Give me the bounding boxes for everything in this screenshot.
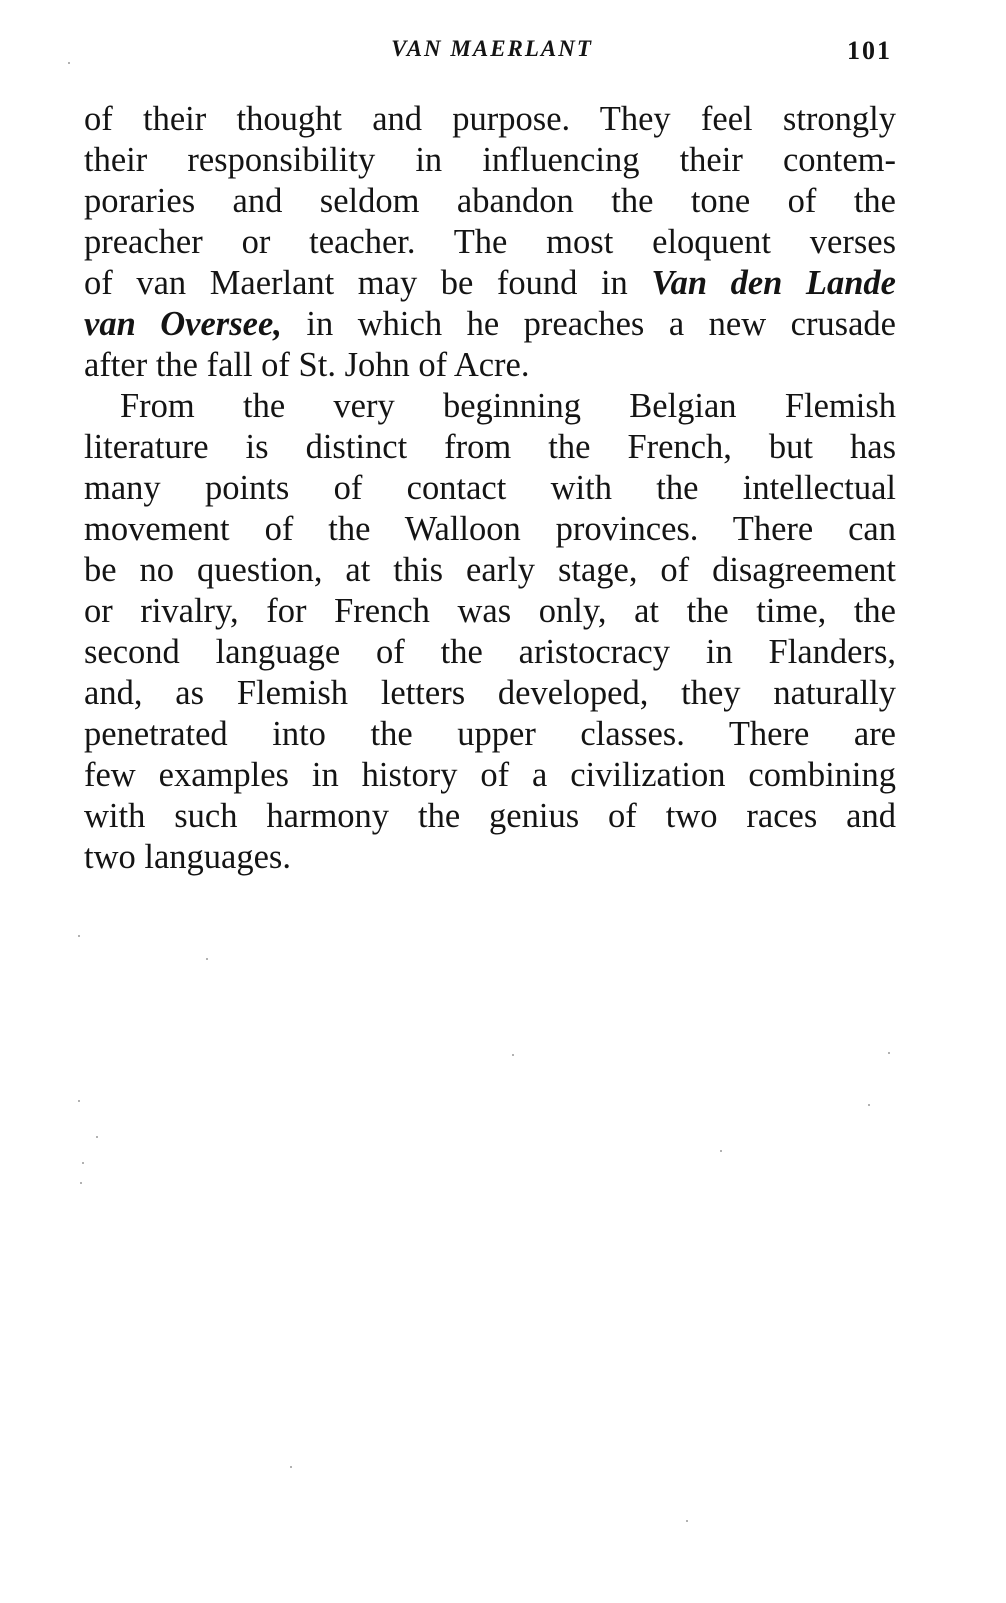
text-line: be no question, at this early stage, of disagreement: [84, 551, 896, 589]
text-line: literature is distinct from the French, but has: [84, 428, 896, 466]
text-line: poraries and seldom abandon the tone of the: [84, 182, 896, 220]
scan-speck: [96, 1136, 98, 1138]
scan-speck: [68, 62, 70, 64]
text-line: of their thought and purpose. They feel strongly: [84, 100, 896, 138]
scan-speck: [888, 1052, 890, 1054]
body-text: [84, 99, 896, 878]
running-title: VAN MAERLANT: [391, 36, 593, 61]
text-line-mixed: [84, 263, 896, 304]
scan-speck: [720, 1150, 722, 1152]
scan-speck: [78, 1100, 80, 1102]
text-line: or rivalry, for French was only, at the time, the: [84, 592, 896, 630]
text-line: movement of the Walloon provinces. There can: [84, 510, 896, 548]
text-line: From the very beginning Belgian Flemish: [120, 387, 896, 425]
running-head: [84, 36, 900, 76]
scan-speck: [82, 1162, 84, 1164]
text-line: two languages.: [84, 838, 291, 876]
text-line: few examples in history of a civilization combining: [84, 756, 896, 794]
scan-speck: [206, 958, 208, 960]
text-segment: of van Maerlant may be found in: [84, 264, 628, 302]
scan-speck: [290, 1466, 292, 1468]
scan-speck: [78, 935, 80, 937]
text-segment: in which he preaches a new crusade: [306, 305, 896, 343]
text-line: penetrated into the upper classes. There are: [84, 715, 896, 753]
text-line-mixed: [84, 304, 896, 345]
italic-title: van Oversee,: [84, 305, 282, 343]
text-line: and, as Flemish letters developed, they naturally: [84, 674, 896, 712]
scan-speck: [512, 1054, 514, 1056]
text-line: their responsibility in influencing their contem-: [84, 141, 896, 179]
text-line: with such harmony the genius of two races and: [84, 797, 896, 835]
scan-speck: [80, 1182, 82, 1184]
scan-speck: [868, 1104, 870, 1106]
text-line: many points of contact with the intellectual: [84, 469, 896, 507]
italic-title: Van den Lande: [651, 264, 896, 302]
text-line: after the fall of St. John of Acre.: [84, 346, 530, 384]
scan-speck: [686, 1520, 688, 1522]
text-line: second language of the aristocracy in Flanders,: [84, 633, 896, 671]
text-line: preacher or teacher. The most eloquent verses: [84, 223, 896, 261]
page-number: 101: [847, 36, 892, 65]
